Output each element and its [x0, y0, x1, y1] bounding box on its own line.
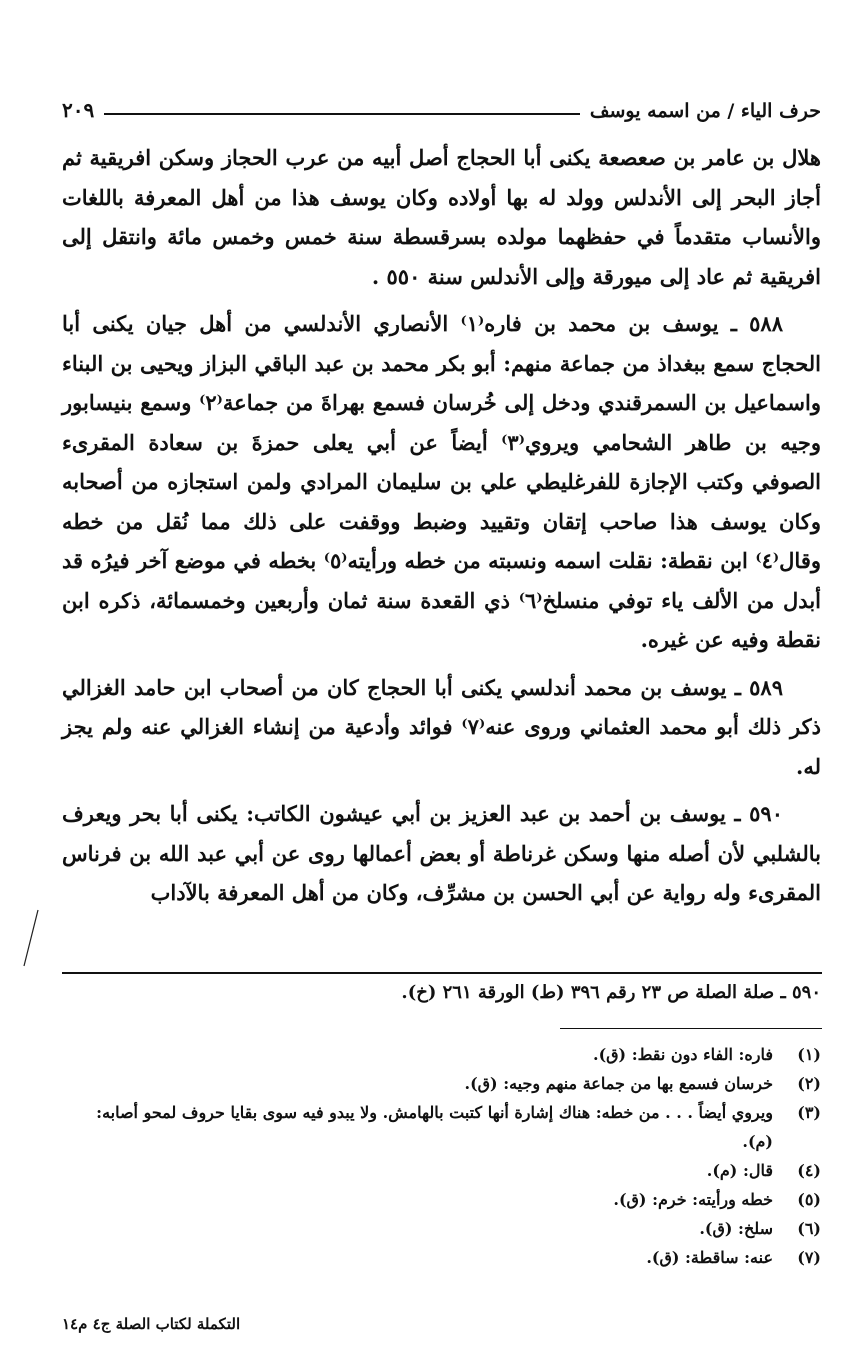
page-number: ٢٠٩ — [62, 98, 95, 122]
entry-588: ٥٨٨ ـ يوسف بن محمد بن فاره⁽١⁾ الأنصاري الأندلسي من أهل جيان يكنى أبا الحجاج سمع ببغداذ من جماعة منهم: أبو بكر محمد بن عبد الباقي البزاز ويحيى بن البناء واسماعيل بن السمرقندي ودخل إلى خُرسان فسمع بهراةَ من جماعة⁽٢⁾ وسمع بنيسابور وجيه بن طاهر الشحامي ويروي⁽٣⁾ أيضاً عن أبي يعلى حمزةَ بن سعادة المقرىء الصوفي وكتب الإجازة للفرغليطي علي بن سليمان المرادي ولمن استجازه من أصحابه وكان يوسف هذا صاحب إتقان وتقييد وضبط ووقفت على ذلك مما نُقل من خطه وقال⁽٤⁾ ابن نقطة: نقلت اسمه ونسبته من خطه ورأيته⁽٥⁾ بخطه في موضع آخر فيرُه قد أبدل من الألف ياء توفي منسلخ⁽٦⁾ ذي القعدة سنة ثمان وأربعين وخمسمائة، ذكره ابن نقطة وفيه عن غيره. — [62, 311, 821, 652]
footnote-number: (١) — [797, 1045, 821, 1064]
footnote-number: (٦) — [797, 1219, 821, 1238]
footnote-number: (٧) — [797, 1248, 821, 1267]
page-footer: التكملة لكتاب الصلة ج٤ م١٤ — [62, 1315, 241, 1333]
footnote-number: (٥) — [797, 1190, 821, 1209]
source-reference: ٥٩٠ ـ صلة الصلة ص ٢٣ رقم ٣٩٦ (ط) الورقة ٢٦١ (خ). — [401, 982, 821, 1003]
footnote-text: ويروي أيضاً . . . من خطه: هناك إشارة أنها كتبت بالهامش. ولا يبدو فيه سوى بقايا حروف لمحو أصابه: (م). — [96, 1103, 773, 1151]
footnote-text: فاره: الفاء دون نقط: (ق). — [593, 1045, 773, 1064]
footnote-text: خطه ورأيته: خرم: (ق). — [613, 1190, 773, 1209]
footnote-text: قال: (م). — [706, 1161, 773, 1180]
footnote-text: سلخ: (ق). — [699, 1219, 773, 1238]
running-title: حرف الياء / من اسمه يوسف — [589, 100, 821, 122]
margin-stroke — [24, 910, 38, 966]
footnote-text: خرسان فسمع بها من جماعة منهم وجيه: (ق). — [464, 1074, 773, 1093]
footnote-text: عنه: ساقطة: (ق). — [646, 1248, 773, 1267]
footnote-number: (٤) — [797, 1161, 821, 1180]
footnote-number: (٢) — [797, 1074, 821, 1093]
paragraph-continuation: هلال بن عامر بن صعصعة يكنى أبا الحجاج أصل أبيه من عرب الحجاز وسكن افريقية ثم أجاز البحر إلى الأندلس وولد له بها أولاده وكان يوسف هذا من أهل المعرفة باللغات والأنساب متقدماً في حفظهما مولده بسرقسطة سنة خمس وخمس مائة وانتقل إلى افريقية ثم عاد إلى ميورقة وإلى الأندلس سنة ٥٥٠ . — [62, 145, 821, 289]
entry-589: ٥٨٩ ـ يوسف بن محمد أندلسي يكنى أبا الحجاج كان من أصحاب ابن حامد الغزالي ذكر ذلك أبو محمد العثماني وروى عنه⁽٧⁾ فوائد وأدعية من إنشاء الغزالي عنه ولم يجز له. — [62, 674, 821, 779]
entry-590: ٥٩٠ ـ يوسف بن أحمد بن عبد العزيز بن أبي عيشون الكاتب: يكنى أبا بحر ويعرف بالشلبي لأن أصله منها وسكن غرناطة أو بعض أعمالها روى عن أبي عبد الله بن فرناس المقرىء وله رواية عن أبي الحسن بن مشرِّف، وكان من أهل المعرفة بالآداب — [62, 801, 821, 905]
footnote-number: (٣) — [797, 1103, 821, 1122]
